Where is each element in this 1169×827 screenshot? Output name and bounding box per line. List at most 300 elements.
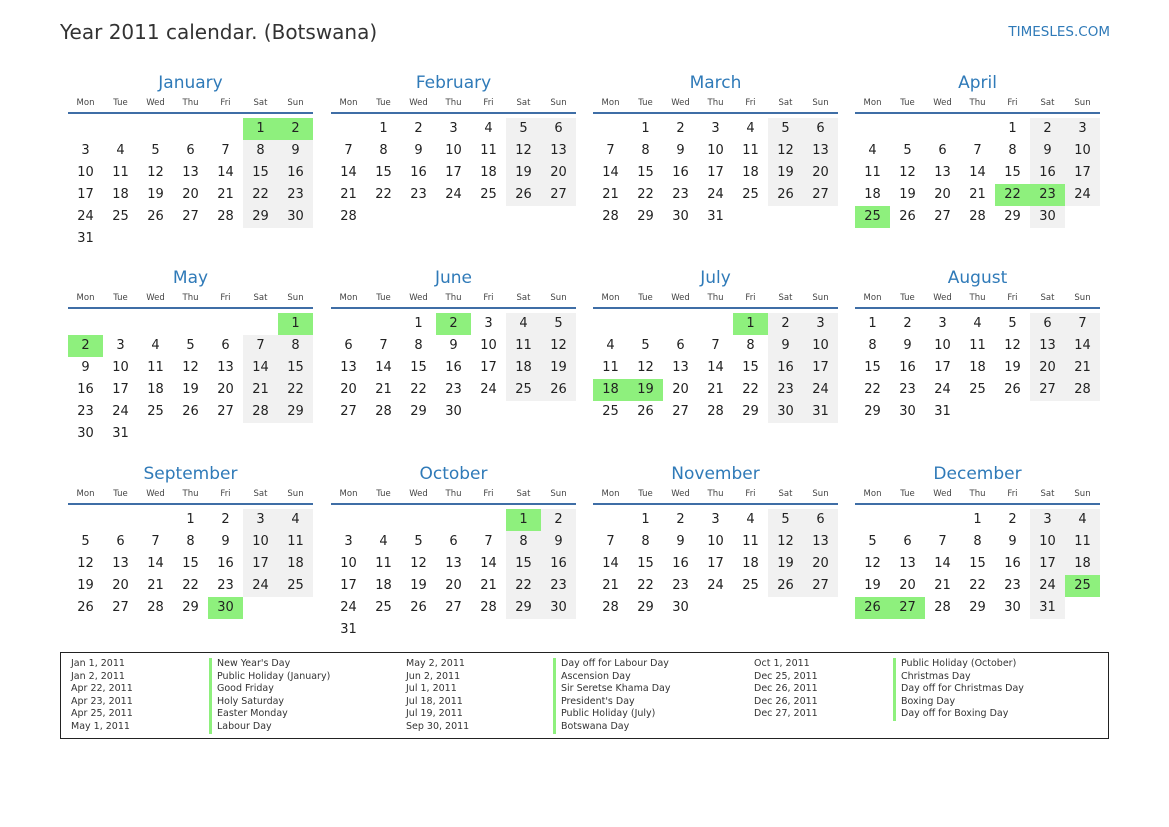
holiday-day: 2	[278, 118, 313, 140]
weekday-label: Sun	[287, 98, 304, 108]
day-cell: 15	[182, 556, 199, 571]
day-cell: 3	[1030, 509, 1065, 531]
weekday-label: Fri	[220, 293, 231, 303]
day-cell: 5	[414, 534, 423, 549]
day-cell: 26	[768, 575, 803, 597]
weekday-label: Thu	[707, 489, 724, 499]
day-cell: 23	[768, 379, 803, 401]
day-cell: 10	[243, 531, 278, 553]
day-cell: 29	[278, 401, 313, 423]
day-cell: 25	[602, 404, 619, 419]
month-march	[593, 72, 838, 228]
day-cell: 22	[637, 187, 654, 202]
weekday-label: Tue	[113, 98, 128, 108]
day-cell: 11	[1065, 531, 1100, 553]
day-cell: 3	[81, 143, 90, 158]
day-cell: 12	[1004, 338, 1021, 353]
day-cell: 23	[672, 578, 689, 593]
day-cell: 29	[243, 206, 278, 228]
day-cell: 18	[969, 360, 986, 375]
day-cell: 22	[637, 578, 654, 593]
weekday-header	[68, 96, 313, 114]
day-cell: 4	[746, 121, 755, 136]
holiday-day: 2	[68, 335, 103, 357]
day-cell: 2	[1008, 512, 1017, 527]
weekday-label: Thu	[445, 293, 462, 303]
day-cell: 23	[672, 187, 689, 202]
day-cell: 2	[768, 313, 803, 335]
holiday-date: Dec 26, 2011	[754, 695, 818, 707]
holiday-name: Public Holiday (July)	[553, 708, 670, 721]
day-cell: 9	[903, 338, 912, 353]
day-cell: 20	[672, 382, 689, 397]
day-cell: 15	[742, 360, 759, 375]
empty-cell	[663, 313, 698, 335]
weekday-label: Mon	[863, 98, 882, 108]
day-cell: 18	[147, 382, 164, 397]
empty-cell	[890, 509, 925, 531]
day-cell: 29	[637, 209, 654, 224]
day-cell: 20	[1030, 357, 1065, 379]
day-cell: 30	[768, 401, 803, 423]
day-cell: 9	[1030, 140, 1065, 162]
empty-cell	[331, 118, 366, 140]
weekday-label: Thu	[445, 489, 462, 499]
day-cell: 4	[151, 338, 160, 353]
day-cell: 27	[803, 575, 838, 597]
empty-cell	[593, 509, 628, 531]
day-cell: 31	[1030, 597, 1065, 619]
day-cell: 23	[899, 382, 916, 397]
holiday-name: Day off for Labour Day	[553, 658, 670, 671]
day-cell: 17	[445, 165, 462, 180]
day-cell: 28	[243, 401, 278, 423]
day-cell: 16	[672, 556, 689, 571]
day-cell: 27	[672, 404, 689, 419]
weekday-header	[68, 291, 313, 309]
weekday-label: Wed	[409, 293, 428, 303]
day-cell: 4	[116, 143, 125, 158]
weekday-label: Sat	[1040, 293, 1055, 303]
weekday-label: Sun	[550, 489, 567, 499]
day-cell: 2	[676, 512, 685, 527]
day-cell: 28	[969, 209, 986, 224]
day-cell: 5	[868, 534, 877, 549]
day-cell: 26	[147, 209, 164, 224]
weekday-label: Wed	[146, 98, 165, 108]
day-cell: 16	[445, 360, 462, 375]
month-name: June	[434, 268, 473, 288]
weekday-label: Mon	[601, 293, 620, 303]
day-cell: 22	[742, 382, 759, 397]
day-cell: 20	[541, 162, 576, 184]
weekday-label: Fri	[483, 98, 494, 108]
day-cell: 17	[112, 382, 129, 397]
day-cell: 12	[768, 140, 803, 162]
day-cell: 8	[379, 143, 388, 158]
weekday-header	[331, 291, 576, 309]
holiday-name: President's Day	[553, 696, 670, 709]
month-name: November	[671, 464, 760, 484]
empty-cell	[138, 509, 173, 531]
holiday-name: New Year's Day	[209, 658, 330, 671]
day-cell: 11	[480, 143, 497, 158]
holiday-day: 26	[855, 597, 890, 619]
weekday-header	[593, 291, 838, 309]
day-cell: 13	[445, 556, 462, 571]
day-cell: 15	[1004, 165, 1021, 180]
empty-cell	[698, 313, 733, 335]
empty-cell	[471, 509, 506, 531]
holiday-name: Labour Day	[209, 721, 330, 734]
weekday-label: Sat	[1040, 98, 1055, 108]
month-february	[331, 72, 576, 228]
weekday-label: Wed	[933, 489, 952, 499]
day-cell: 16	[278, 162, 313, 184]
day-grid	[855, 313, 1100, 423]
empty-cell	[436, 509, 471, 531]
day-cell: 24	[707, 578, 724, 593]
day-cell: 10	[77, 165, 94, 180]
day-cell: 9	[768, 335, 803, 357]
day-cell: 3	[344, 534, 353, 549]
day-cell: 14	[602, 165, 619, 180]
day-cell: 27	[934, 209, 951, 224]
day-cell: 17	[243, 553, 278, 575]
day-cell: 8	[973, 534, 982, 549]
day-cell: 3	[484, 316, 493, 331]
day-cell: 23	[445, 382, 462, 397]
day-cell: 20	[803, 162, 838, 184]
day-cell: 30	[278, 206, 313, 228]
day-cell: 14	[243, 357, 278, 379]
day-cell: 6	[903, 534, 912, 549]
weekday-label: Sat	[516, 98, 531, 108]
holiday-name: Christmas Day	[893, 671, 1024, 684]
weekday-label: Thu	[707, 98, 724, 108]
day-cell: 7	[379, 338, 388, 353]
day-cell: 14	[602, 556, 619, 571]
day-cell: 2	[541, 509, 576, 531]
day-cell: 5	[506, 118, 541, 140]
day-cell: 24	[112, 404, 129, 419]
day-cell: 25	[969, 382, 986, 397]
day-cell: 6	[1030, 313, 1065, 335]
empty-cell	[68, 118, 103, 140]
weekday-label: Sun	[812, 489, 829, 499]
weekday-label: Tue	[900, 489, 915, 499]
day-cell: 16	[1004, 556, 1021, 571]
holiday-day: 25	[855, 206, 890, 228]
day-cell: 11	[742, 143, 759, 158]
day-cell: 15	[637, 165, 654, 180]
day-cell: 11	[112, 165, 129, 180]
day-cell: 26	[541, 379, 576, 401]
weekday-label: Sat	[253, 489, 268, 499]
day-cell: 27	[340, 404, 357, 419]
day-cell: 5	[151, 143, 160, 158]
holiday-name: Holy Saturday	[209, 696, 330, 709]
day-cell: 21	[969, 187, 986, 202]
day-cell: 3	[711, 512, 720, 527]
day-cell: 17	[1065, 162, 1100, 184]
day-cell: 21	[480, 578, 497, 593]
day-cell: 21	[934, 578, 951, 593]
month-name: May	[172, 268, 209, 288]
day-cell: 15	[637, 556, 654, 571]
day-cell: 12	[541, 335, 576, 357]
day-cell: 18	[742, 165, 759, 180]
weekday-label: Sun	[287, 489, 304, 499]
holiday-date-column	[754, 658, 884, 721]
day-grid	[331, 509, 576, 641]
day-cell: 3	[116, 338, 125, 353]
month-name: September	[143, 464, 238, 484]
day-cell: 29	[1004, 209, 1021, 224]
month-june	[331, 267, 576, 423]
day-cell: 25	[278, 575, 313, 597]
day-cell: 17	[707, 556, 724, 571]
day-cell: 26	[410, 600, 427, 615]
day-cell: 25	[375, 600, 392, 615]
day-cell: 28	[707, 404, 724, 419]
day-cell: 16	[217, 556, 234, 571]
day-cell: 19	[768, 162, 803, 184]
day-cell: 29	[410, 404, 427, 419]
day-cell: 12	[864, 556, 881, 571]
day-cell: 29	[969, 600, 986, 615]
empty-cell	[855, 509, 890, 531]
weekday-header	[331, 487, 576, 505]
page-title: Year 2011 calendar. (Botswana)	[60, 20, 378, 44]
day-cell: 25	[742, 578, 759, 593]
day-cell: 10	[1030, 531, 1065, 553]
day-cell: 7	[151, 534, 160, 549]
day-cell: 19	[410, 578, 427, 593]
day-cell: 8	[506, 531, 541, 553]
day-cell: 15	[410, 360, 427, 375]
holiday-name: Ascension Day	[553, 671, 670, 684]
day-grid	[68, 313, 313, 445]
day-cell: 28	[602, 209, 619, 224]
day-cell: 13	[803, 531, 838, 553]
day-cell: 17	[340, 578, 357, 593]
holiday-date: Dec 26, 2011	[754, 683, 818, 695]
holiday-day: 1	[278, 313, 313, 335]
holiday-date: Apr 25, 2011	[71, 708, 133, 720]
day-cell: 9	[541, 531, 576, 553]
day-cell: 17	[934, 360, 951, 375]
day-cell: 4	[484, 121, 493, 136]
empty-cell	[68, 509, 103, 531]
day-cell: 5	[768, 509, 803, 531]
weekday-label: Sat	[778, 98, 793, 108]
month-name: January	[158, 73, 223, 93]
day-cell: 6	[186, 143, 195, 158]
empty-cell	[593, 118, 628, 140]
month-april	[855, 72, 1100, 228]
day-cell: 4	[606, 338, 615, 353]
day-cell: 3	[803, 313, 838, 335]
day-cell: 25	[742, 187, 759, 202]
day-cell: 30	[445, 404, 462, 419]
holiday-day: 27	[890, 597, 925, 619]
holiday-date: May 1, 2011	[71, 720, 130, 732]
weekday-label: Sun	[812, 293, 829, 303]
holiday-day: 19	[628, 379, 663, 401]
day-cell: 24	[707, 187, 724, 202]
holiday-day: 18	[593, 379, 628, 401]
day-cell: 19	[541, 357, 576, 379]
weekday-label: Mon	[339, 293, 358, 303]
holiday-date: May 2, 2011	[406, 658, 465, 669]
day-cell: 22	[969, 578, 986, 593]
day-cell: 8	[278, 335, 313, 357]
day-cell: 27	[445, 600, 462, 615]
day-cell: 28	[340, 209, 357, 224]
day-cell: 28	[602, 600, 619, 615]
day-cell: 14	[707, 360, 724, 375]
day-cell: 4	[379, 534, 388, 549]
weekday-header	[593, 487, 838, 505]
weekday-label: Tue	[638, 489, 653, 499]
weekday-label: Sat	[253, 98, 268, 108]
day-cell: 24	[803, 379, 838, 401]
day-cell: 30	[1004, 600, 1021, 615]
weekday-label: Wed	[671, 293, 690, 303]
day-cell: 28	[934, 600, 951, 615]
weekday-label: Mon	[76, 98, 95, 108]
day-cell: 20	[217, 382, 234, 397]
month-name: October	[419, 464, 488, 484]
day-cell: 16	[77, 382, 94, 397]
day-cell: 27	[803, 184, 838, 206]
day-cell: 16	[1030, 162, 1065, 184]
day-cell: 7	[243, 335, 278, 357]
site-link[interactable]: TIMESLES.COM	[1008, 24, 1110, 40]
day-cell: 13	[182, 165, 199, 180]
empty-cell	[401, 509, 436, 531]
day-cell: 13	[541, 140, 576, 162]
empty-cell	[208, 118, 243, 140]
day-cell: 15	[278, 357, 313, 379]
day-cell: 6	[116, 534, 125, 549]
day-cell: 17	[803, 357, 838, 379]
day-cell: 7	[711, 338, 720, 353]
day-cell: 17	[1030, 553, 1065, 575]
day-cell: 23	[217, 578, 234, 593]
day-cell: 29	[864, 404, 881, 419]
month-name: December	[933, 464, 1022, 484]
day-cell: 3	[449, 121, 458, 136]
day-cell: 4	[506, 313, 541, 335]
weekday-label: Fri	[220, 98, 231, 108]
day-cell: 25	[506, 379, 541, 401]
day-cell: 10	[934, 338, 951, 353]
weekday-label: Sat	[778, 489, 793, 499]
day-cell: 21	[217, 187, 234, 202]
day-cell: 6	[344, 338, 353, 353]
holiday-name: Day off for Christmas Day	[893, 683, 1024, 696]
day-cell: 19	[147, 187, 164, 202]
day-cell: 13	[934, 165, 951, 180]
weekday-label: Mon	[339, 98, 358, 108]
day-cell: 20	[340, 382, 357, 397]
day-cell: 22	[243, 184, 278, 206]
empty-cell	[68, 313, 103, 335]
day-cell: 28	[480, 600, 497, 615]
holiday-date: Oct 1, 2011	[754, 658, 810, 669]
day-cell: 10	[480, 338, 497, 353]
day-cell: 21	[602, 187, 619, 202]
day-cell: 10	[1065, 140, 1100, 162]
day-cell: 16	[541, 553, 576, 575]
weekday-label: Sun	[812, 98, 829, 108]
day-cell: 6	[676, 338, 685, 353]
day-cell: 8	[243, 140, 278, 162]
weekday-label: Thu	[182, 293, 199, 303]
day-cell: 24	[934, 382, 951, 397]
day-cell: 22	[182, 578, 199, 593]
day-cell: 10	[707, 143, 724, 158]
day-cell: 18	[742, 556, 759, 571]
day-cell: 17	[707, 165, 724, 180]
day-cell: 27	[112, 600, 129, 615]
day-cell: 19	[506, 162, 541, 184]
weekday-header	[855, 487, 1100, 505]
weekday-label: Mon	[863, 489, 882, 499]
day-cell: 8	[746, 338, 755, 353]
day-cell: 23	[541, 575, 576, 597]
day-grid	[593, 118, 838, 228]
day-cell: 19	[864, 578, 881, 593]
empty-cell	[173, 118, 208, 140]
day-cell: 9	[676, 534, 685, 549]
month-may	[68, 267, 313, 445]
day-cell: 26	[637, 404, 654, 419]
holiday-date-column	[406, 658, 536, 734]
day-cell: 9	[676, 143, 685, 158]
day-cell: 19	[182, 382, 199, 397]
day-cell: 12	[77, 556, 94, 571]
holiday-date: Apr 22, 2011	[71, 683, 133, 695]
weekday-label: Wed	[671, 489, 690, 499]
day-cell: 9	[278, 140, 313, 162]
holiday-day: 1	[243, 118, 278, 140]
holiday-date: Jan 2, 2011	[71, 670, 125, 682]
weekday-label: Sat	[778, 293, 793, 303]
holiday-date-column	[71, 658, 201, 734]
holiday-date: Apr 23, 2011	[71, 695, 133, 707]
day-cell: 23	[1004, 578, 1021, 593]
day-cell: 22	[864, 382, 881, 397]
day-cell: 10	[340, 556, 357, 571]
day-cell: 13	[217, 360, 234, 375]
weekday-label: Thu	[969, 98, 986, 108]
day-cell: 26	[1004, 382, 1021, 397]
empty-cell	[208, 313, 243, 335]
day-grid	[68, 118, 313, 250]
day-cell: 11	[278, 531, 313, 553]
weekday-label: Wed	[933, 98, 952, 108]
day-cell: 12	[147, 165, 164, 180]
day-cell: 18	[506, 357, 541, 379]
day-cell: 2	[1030, 118, 1065, 140]
holiday-date: Jul 1, 2011	[406, 683, 457, 695]
day-cell: 21	[340, 187, 357, 202]
empty-cell	[103, 509, 138, 531]
day-cell: 15	[864, 360, 881, 375]
